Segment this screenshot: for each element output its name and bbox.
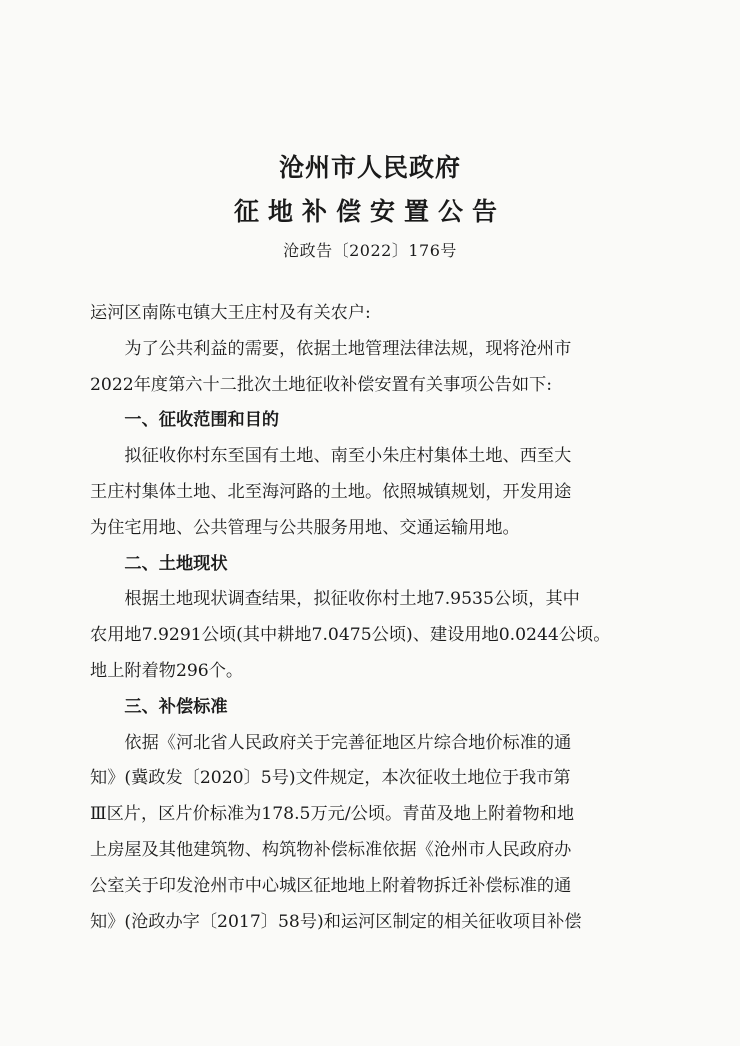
section-paragraph-line: 上房屋及其他建筑物、构筑物补偿标准依据《沧州市人民政府办: [90, 839, 572, 860]
section-paragraph-line: 知》(冀政发〔2020〕5号)文件规定，本次征收土地位于我市第: [90, 768, 571, 789]
section-paragraph-line: 知》(沧政办字〔2017〕58号)和运河区制定的相关征收项目补偿: [90, 911, 582, 932]
section-heading: 一、征收范围和目的: [124, 410, 280, 431]
document-body: [90, 296, 662, 940]
document-number: 沧政告〔2022〕176号: [283, 241, 457, 260]
section-paragraph-line: 拟征收你村东至国有土地、南至小朱庄村集体土地、西至大: [124, 446, 572, 467]
intro-paragraph-line: 为了公共利益的需要，依据土地管理法律法规，现将沧州市: [124, 338, 572, 359]
section-heading: 二、土地现状: [124, 553, 228, 574]
intro-paragraph-line: 2022年度第六十二批次土地征收补偿安置有关事项公告如下:: [90, 374, 553, 395]
addressee: 运河区南陈屯镇大王庄村及有关农户:: [90, 303, 371, 323]
document-title-issuer: 沧州市人民政府: [278, 153, 461, 182]
section-paragraph-line: 依据《河北省人民政府关于完善征地区片综合地价标准的通: [124, 732, 572, 753]
section-paragraph-line: 地上附着物296个。: [90, 660, 244, 681]
section-paragraph-line: 公室关于印发沧州市中心城区征地地上附着物拆迁补偿标准的通: [90, 875, 572, 896]
section-paragraph-line: Ⅲ区片，区片价标准为178.5万元/公顷。青苗及地上附着物和地: [90, 804, 575, 825]
section-paragraph-line: 根据土地现状调查结果，拟征收你村土地7.9535公顷，其中: [124, 589, 580, 610]
section-paragraph-line: 为住宅用地、公共管理与公共服务用地、交通运输用地。: [90, 517, 520, 538]
section-heading: 三、补偿标准: [124, 696, 228, 717]
section-paragraph-line: 农用地7.9291公顷(其中耕地7.0475公顷)、建设用地0.0244公顷。: [90, 625, 611, 646]
document-title: 征地补偿安置公告: [233, 197, 506, 226]
section-paragraph-line: 王庄村集体土地、北至海河路的土地。依照城镇规划，开发用途: [90, 481, 572, 502]
